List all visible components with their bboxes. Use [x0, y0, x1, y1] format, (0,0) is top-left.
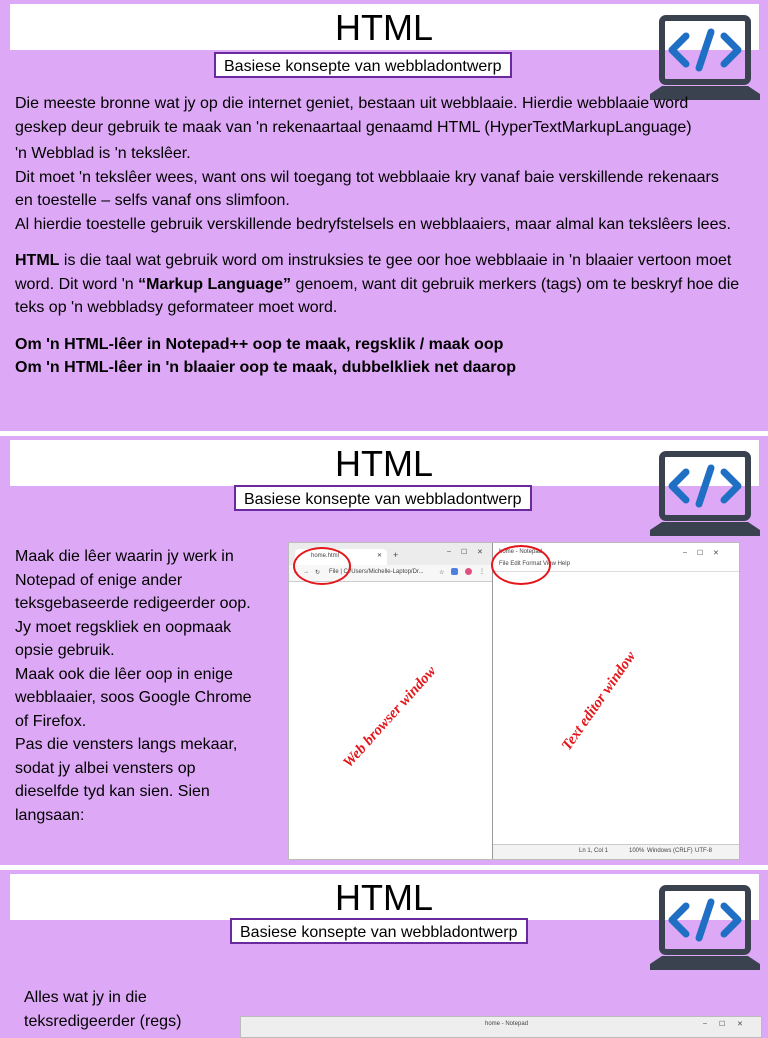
editor-title: home - Notepad — [485, 1021, 529, 1027]
browser-window-label: Web browser window — [340, 663, 440, 772]
back-arrow-icon: ← — [293, 569, 299, 575]
instructions-text — [15, 545, 263, 827]
browser-tab-label: home.html — [311, 553, 340, 559]
highlight-circle — [293, 547, 351, 585]
paragraph-4: Al hierdie toestelle gebruik verskillende bedryfstelsels en webblaaiers, maar almal kan tekslêers lees. — [15, 215, 731, 233]
paragraph-3: Dit moet 'n tekslêer wees, want ons wil toegang tot webblaaie kry vanaf baie verskillende rekenaars en toestelle – selfs vanaf ons slimfoon. — [15, 168, 719, 209]
editor-status-bar — [493, 844, 739, 859]
forward-arrow-icon: → — [303, 569, 309, 575]
close-icon: ✕ — [377, 553, 383, 559]
slide-subtitle: Basiese konsepte van webbladontwerp — [234, 485, 532, 511]
paragraph-5-part-a: is die taal wat gebruik word om instruksies te gee oor hoe webblaaie in 'n blaaier vertoon moet word. Dit word 'n — [15, 252, 732, 293]
maximize-icon: ☐ — [697, 550, 704, 557]
laptop-code-icon — [648, 884, 762, 980]
star-icon: ☆ — [439, 570, 445, 576]
slide-subtitle: Basiese konsepte van webbladontwerp — [214, 52, 512, 78]
close-icon: ✕ — [477, 549, 483, 556]
slide-1 — [0, 0, 768, 430]
editor-screenshot — [240, 1016, 762, 1038]
close-icon: ✕ — [737, 1021, 743, 1028]
slide-3 — [0, 870, 768, 1030]
slide-2 — [0, 436, 768, 864]
intro-text — [15, 92, 740, 380]
slide-title: HTML — [335, 7, 433, 48]
plus-icon: + — [393, 550, 399, 560]
paragraph-2: Jy moet regskliek en oopmaak opsie gebruik. — [15, 618, 232, 659]
paragraph-2: 'n Webblad is 'n tekslêer. — [15, 145, 191, 162]
browser-window — [289, 543, 493, 859]
minimize-icon: – — [703, 1020, 707, 1027]
browser-address-text: File | C:/Users/Michelle-Laptop/Dr... — [329, 569, 424, 575]
close-icon: ✕ — [713, 550, 719, 557]
paragraph-1: Alles wat jy in die teksredigeerder (regs) — [24, 989, 182, 1030]
paragraph-1: Maak die lêer waarin jy werk in Notepad of enige ander teksgebaseerde redigeerder oop. — [15, 548, 251, 612]
markup-language-term: “Markup Language” — [138, 275, 291, 293]
slide-subtitle: Basiese konsepte van webbladontwerp — [230, 918, 528, 944]
status-position: Ln 1, Col 1 — [579, 848, 609, 854]
text-editor-window — [493, 543, 739, 859]
laptop-code-icon — [648, 450, 762, 546]
highlight-circle — [491, 545, 551, 585]
reload-icon: ↻ — [315, 570, 321, 576]
paragraph-5-part-b: genoem, want dit gebruik merkers (tags) om te beskryf hoe die teks op 'n webbladsy geformateer moet word. — [15, 275, 740, 316]
menu-dots-icon: ⋮ — [479, 569, 485, 575]
profile-icon — [465, 568, 472, 575]
editor-menu: File Edit Format View Help — [499, 561, 570, 567]
status-zoom: 100% — [629, 848, 645, 854]
paragraph-3: Maak ook die lêer oop in enige webblaaier, soos Google Chrome of Firefox. — [15, 665, 252, 730]
minimize-icon: – — [447, 548, 451, 555]
side-by-side-windows-screenshot — [288, 542, 740, 860]
slide-title: HTML — [335, 877, 433, 918]
maximize-icon: ☐ — [461, 549, 468, 556]
editor-window-label: Text editor window — [558, 648, 640, 754]
minimize-icon: – — [683, 549, 687, 556]
status-encoding: UTF-8 — [695, 848, 712, 854]
instruction-browser: Om 'n HTML-lêer in 'n blaaier oop te maak, dubbelkliek net daarop — [15, 359, 517, 376]
maximize-icon: ☐ — [719, 1021, 726, 1028]
extension-icon — [451, 568, 458, 575]
paragraph-5 — [15, 249, 740, 320]
html-term: HTML — [15, 252, 60, 269]
status-eol: Windows (CRLF) — [647, 848, 693, 854]
paragraph-4: Pas die vensters langs mekaar, sodat jy albei vensters op dieselfde tyd kan sien. Sien langsaan: — [15, 736, 238, 824]
slide-title: HTML — [335, 443, 433, 484]
instruction-notepad: Om 'n HTML-lêer in Notepad++ oop te maak, regsklik / maak oop — [15, 335, 504, 353]
paragraph-1: Die meeste bronne wat jy op die internet geniet, bestaan uit webblaaie. Hierdie webblaaie word geskep deur gebruik te maak van 'n rekenaartaal genaamd HTML (HyperTextMarkupLanguage) — [15, 95, 692, 136]
editor-title: home - Notepad — [499, 549, 543, 555]
